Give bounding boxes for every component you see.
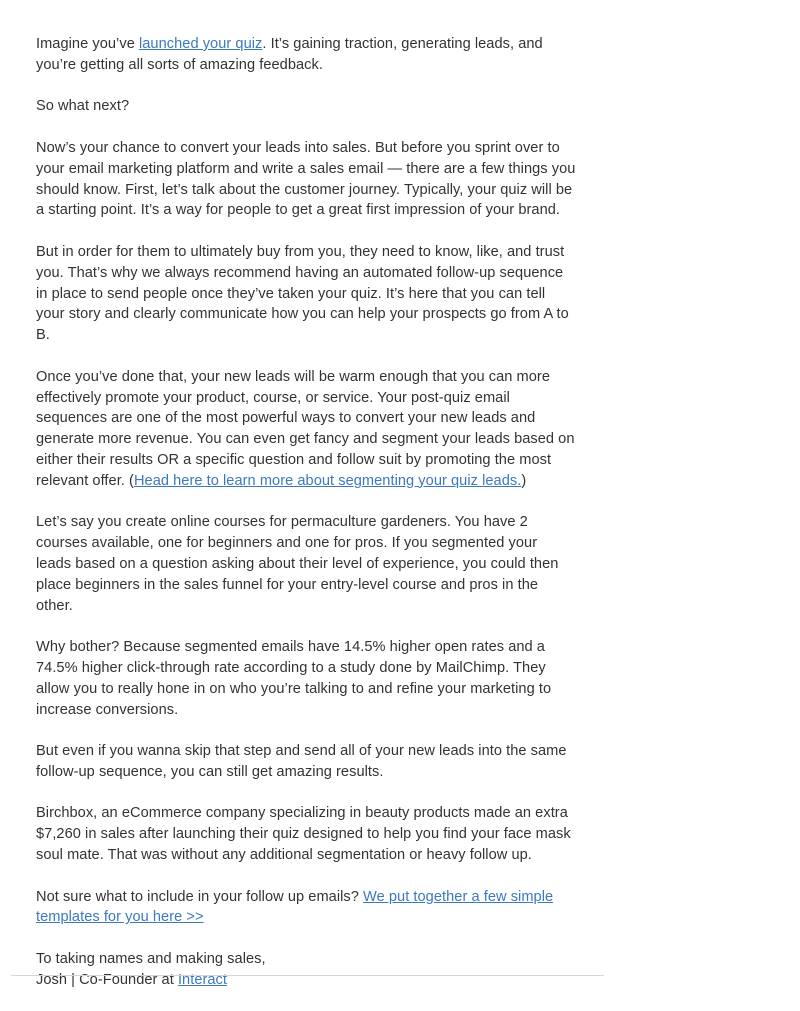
interact-link[interactable]: Interact [177, 971, 228, 988]
segmentation-text-before: Once you’ve done that, your new leads will be warm enough that you can more effectively promote your product, course, or service. Your post-quiz email sequences are one of the most powerful ways to convert your new leads and generate more revenue. You can even get fancy and segment your leads based on either their results OR a specific question and follow suit by promoting the most relevant offer. ( [36, 368, 575, 489]
paragraph-templates [36, 887, 576, 929]
paragraph-segmentation [36, 367, 576, 492]
templates-text-before: Not sure what to include in your follow up emails? [36, 888, 364, 905]
segmentation-text-after: ) [521, 472, 527, 489]
launched-your-quiz-link[interactable]: launched your quiz [138, 36, 263, 52]
signature-name-title: Josh | Co-Founder at [36, 971, 178, 988]
paragraph-follow-up-sequence: But in order for them to ultimately buy from you, they need to know, like, and trust you. That’s why we always recommend having an automated follow-up sequence in place to send people once they’ve taken your quiz. It’s here that you can tell your story and clearly communicate how you can help your prospects go from A to B. [36, 243, 569, 344]
paragraph-customer-journey: Now’s your chance to convert your leads into sales. But before you sprint over to your email marketing platform and write a sales email — there are a few things you should know. First, let’s talk about the customer journey. Typically, your quiz will be a starting point. It’s a way for people to get a great first impression of your brand. [36, 139, 576, 219]
paragraph-birchbox: Birchbox, an eCommerce company specializing in beauty products made an extra $7,260 in sales after launching their quiz designed to help you find your face mask soul mate. That was without any additional segmentation or heavy follow up. [36, 805, 571, 864]
templates-link[interactable]: We put together a few simple templates for you here >> [36, 888, 554, 926]
footer-divider [11, 975, 604, 976]
paragraph-permaculture-example: Let’s say you create online courses for permaculture gardeners. You have 2 courses available, one for beginners and one for pros. If you segmented your leads based on a question asking about their level of experience, you could then place beginners in the sales funnel for your entry-level course and pros in the other. [36, 514, 559, 614]
intro-text-before: Imagine you’ve [36, 36, 139, 52]
paragraph-why-bother: Why bother? Because segmented emails have 14.5% higher open rates and a 74.5% higher click-through rate according to a study done by MailChimp. They allow you to really hone in on who you’re talking to and refine your marketing to increase conversions. [36, 639, 552, 718]
segmenting-quiz-leads-link[interactable]: Head here to learn more about segmenting your quiz leads. [133, 472, 522, 489]
intro-text-after: . It’s gaining traction, generating leads, and you’re getting all sorts of amazing feedback. [36, 36, 543, 73]
paragraph-intro [36, 34, 576, 76]
email-body [36, 34, 576, 1011]
signature [36, 949, 576, 991]
signature-closing: To taking names and making sales, [36, 951, 266, 968]
paragraph-so-what-next: So what next? [36, 98, 130, 115]
paragraph-skip-step: But even if you wanna skip that step and send all of your new leads into the same follow-up sequence, you can still get amazing results. [36, 743, 567, 780]
